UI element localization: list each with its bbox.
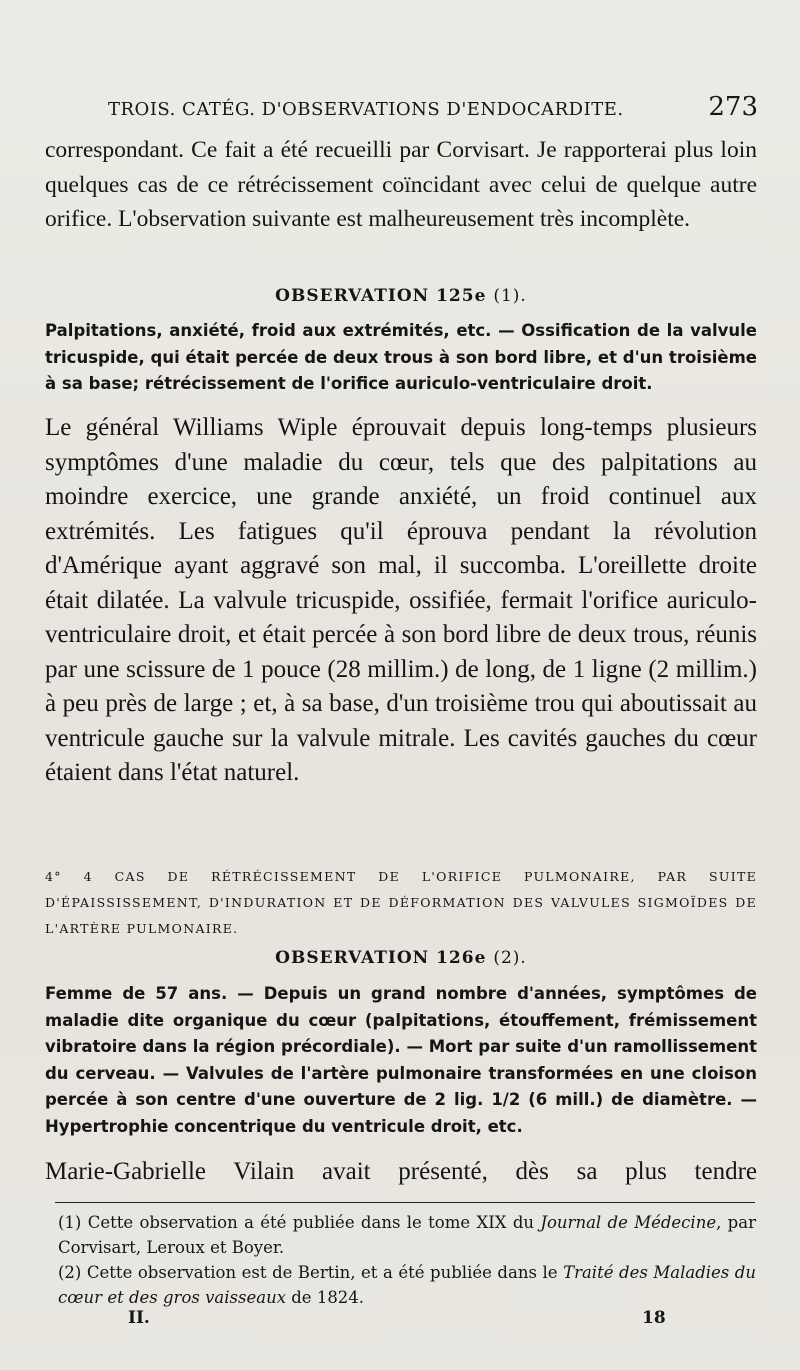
observation-126-title — [45, 948, 757, 968]
obs-126-title-text: OBSERVATION 126e — [275, 948, 487, 968]
observation-125-summary-block — [45, 318, 757, 398]
section-4-heading: 4° 4 CAS DE RÉTRÉCISSEMENT DE L'ORIFICE PULMONAIRE, PAR SUITE D'ÉPAISSISSEMENT, D'INDURATION ET DE DÉFORMATION DES VALVULES SIGMOÏDES DE L'ARTÈRE PULMONAIRE. — [45, 869, 757, 936]
obs-125-title-text: OBSERVATION 125e — [275, 286, 487, 306]
page-number: 273 — [708, 92, 758, 122]
footnote-2-title: Traité des Maladies du cœur et des gros vaisseaux — [58, 1263, 756, 1307]
paragraph-2: Le général Williams Wiple éprouvait depuis long-temps plusieurs symptômes d'une maladie du cœur, tels que des palpitations au moindre exercice, une grande anxiété, un froid continuel aux extrémités. Les fatigues qu'il éprouva pendant la révolution d'Amérique ayant aggravé son mal, il succomba. L'oreillette droite était dilatée. La valvule tricuspide, ossifiée, fermait l'orifice auriculo-ventriculaire droit, et était percée à son bord libre de deux trous, réunis par une scissure de 1 pouce (28 millim.) de long, de 1 ligne (2 millim.) à peu près de large ; et, à sa base, d'un troisième trou qui aboutissait au ventricule gauche sur la valvule mitrale. Les cavités gauches du cœur étaient dans l'état naturel. — [45, 414, 757, 786]
signature-left: II. — [128, 1308, 150, 1328]
obs-126-summary: Femme de 57 ans. — Depuis un grand nombre d'années, symptômes de maladie dite organique du cœur (palpitations, étouffement, frémissement vibratoire dans la région précordiale). — Mort par suite d'un ramollissement du cerveau. — Valvules de l'artère pulmonaire transformées en une cloison percée à son centre d'une ouverture de 2 lig. 1/2 (6 mill.) de diamètre. — Hypertrophie concentrique du ventricule droit, etc. — [45, 984, 757, 1136]
observation-125-title — [45, 286, 757, 306]
footnote-1-title: Journal de Médecine — [540, 1213, 717, 1232]
paragraph-1-block — [45, 133, 757, 237]
page-header — [108, 92, 758, 122]
obs-125-note-ref: (1). — [493, 286, 527, 306]
section-4-block — [45, 864, 757, 942]
footnote-rule — [55, 1202, 755, 1203]
footnotes — [58, 1210, 756, 1310]
footnote-1: (1) Cette observation a été publiée dans le tome XIX du Journal de Médecine, par Corvisart, Leroux et Boyer. — [58, 1213, 756, 1257]
obs-125-summary: Palpitations, anxiété, froid aux extrémités, etc. — Ossification de la valvule tricuspide, qui était percée de deux trous à son bord libre, et d'un troisième à sa base; rétrécissement de l'orifice auriculo-ventriculaire droit. — [45, 321, 757, 393]
paragraph-3: Marie-Gabrielle Vilain avait présenté, dès sa plus tendre — [45, 1158, 757, 1185]
paragraph-3-block — [45, 1155, 757, 1190]
signature-right: 18 — [642, 1308, 666, 1328]
paragraph-1: correspondant. Ce fait a été recueilli par Corvisart. Je rapporterai plus loin quelques cas de ce rétrécissement coïncidant avec celui de quelque autre orifice. L'observation suivante est malheureusement très incomplète. — [45, 137, 757, 232]
observation-126-summary-block — [45, 981, 757, 1140]
paragraph-2-block — [45, 411, 757, 791]
footnote-2: (2) Cette observation est de Bertin, et a été publiée dans le Traité des Maladies du cœur et des gros vaisseaux de 1824. — [58, 1263, 756, 1307]
obs-126-note-ref: (2). — [493, 948, 527, 968]
running-head: TROIS. CATÉG. D'OBSERVATIONS D'ENDOCARDITE. — [108, 99, 624, 120]
